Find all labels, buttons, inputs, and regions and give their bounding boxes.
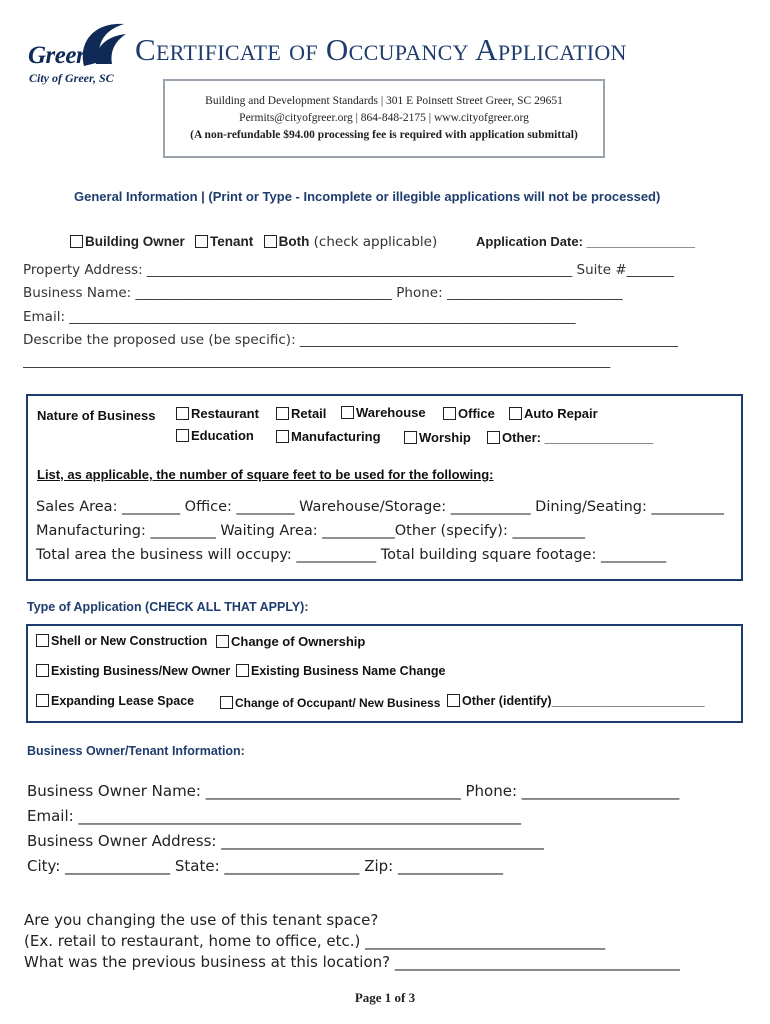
office-checkbox[interactable] <box>443 407 456 420</box>
application-date-field[interactable]: Application Date: _______________ <box>476 234 695 249</box>
contact-address: Building and Development Standards | 301 E Poinsett Street Greer, SC 29651 <box>205 95 563 107</box>
change-ownership-option: Change of Ownership <box>216 634 365 649</box>
previous-business-field[interactable]: What was the previous business at this location? ______________________________________ <box>24 953 680 971</box>
retail-checkbox[interactable] <box>276 407 289 420</box>
change-use-example-field[interactable]: (Ex. retail to restaurant, home to office, etc.) ________________________________ <box>24 932 606 950</box>
owner-info-heading: Business Owner/Tenant Information: <box>27 744 245 758</box>
business-name-field[interactable]: Business Name: ______________________________________ Phone: __________________________ <box>23 285 623 301</box>
sqft-line-3-field[interactable]: Total area the business will occupy: ___________ Total building square footage: _________ <box>36 547 667 563</box>
existing-new-owner-checkbox[interactable] <box>36 664 49 677</box>
both-checkbox[interactable] <box>264 235 277 248</box>
city-state-zip-field[interactable]: City: ______________ State: __________________ Zip: ______________ <box>27 857 503 875</box>
other-option: Other: _______________ <box>487 430 653 445</box>
contact-email-phone: Permits@cityofgreer.org | 864-848-2175 | www.cityofgreer.org <box>239 112 529 124</box>
tenant-label: Tenant <box>210 234 254 249</box>
other-identify-option: Other (identify)______________________ <box>447 694 705 708</box>
both-label: Both <box>278 234 310 249</box>
auto-repair-checkbox[interactable] <box>509 407 522 420</box>
existing-name-change-option: Existing Business Name Change <box>236 664 446 678</box>
sqft-heading: List, as applicable, the number of square feet to be used for the following: <box>37 467 494 482</box>
warehouse-option: Warehouse <box>341 405 426 420</box>
proposed-use-field[interactable]: Describe the proposed use (be specific): ________________________________________________________ <box>23 332 678 348</box>
change-use-question: Are you changing the use of this tenant space? <box>24 911 379 929</box>
page-number: Page 1 of 3 <box>354 990 416 1005</box>
fee-notice: (A non-refundable $94.00 processing fee is required with application submittal) <box>190 129 578 141</box>
owner-name-phone-field[interactable]: Business Owner Name: __________________________________ Phone: _____________________ <box>27 782 680 800</box>
manufacturing-option: Manufacturing <box>276 429 381 444</box>
type-of-application-heading: Type of Application (CHECK ALL THAT APPLY): <box>27 600 309 614</box>
warehouse-checkbox[interactable] <box>341 406 354 419</box>
sqft-line-1-field[interactable]: Sales Area: ________ Office: ________ Warehouse/Storage: ___________ Dining/Seating: __________ <box>36 499 724 515</box>
logo-subtitle: City of Greer, SC <box>29 71 114 85</box>
page-title: Certificate of Occupancy Application <box>135 32 627 67</box>
email-field[interactable]: Email: ___________________________________________________________________________ <box>23 309 576 325</box>
expanding-option: Expanding Lease Space <box>36 694 194 708</box>
applicant-type-row <box>70 234 437 250</box>
property-address-field[interactable]: Property Address: _______________________________________________________________ Suite #_______ <box>23 262 674 278</box>
restaurant-option: Restaurant <box>176 406 259 421</box>
existing-new-owner-option: Existing Business/New Owner <box>36 664 230 678</box>
contact-info-box <box>163 79 605 158</box>
worship-option: Worship <box>404 430 471 445</box>
education-option: Education <box>176 428 254 443</box>
retail-option: Retail <box>276 406 326 421</box>
shell-checkbox[interactable] <box>36 634 49 647</box>
other-identify-checkbox[interactable] <box>447 694 460 707</box>
logo-wordmark: Greer <box>28 42 86 69</box>
building-owner-checkbox[interactable] <box>70 235 83 248</box>
auto-repair-option: Auto Repair <box>509 406 598 421</box>
sqft-line-2-field[interactable]: Manufacturing: _________ Waiting Area: __________Other (specify): __________ <box>36 523 585 539</box>
office-option: Office <box>443 406 495 421</box>
expanding-checkbox[interactable] <box>36 694 49 707</box>
change-occupant-checkbox[interactable] <box>220 696 233 709</box>
nature-of-business-label: Nature of Business <box>37 408 156 423</box>
change-occupant-option: Change of Occupant/ New Business <box>220 696 440 710</box>
shell-option: Shell or New Construction <box>36 634 207 648</box>
education-checkbox[interactable] <box>176 429 189 442</box>
manufacturing-checkbox[interactable] <box>276 430 289 443</box>
worship-checkbox[interactable] <box>404 431 417 444</box>
change-ownership-checkbox[interactable] <box>216 635 229 648</box>
tenant-checkbox[interactable] <box>195 235 208 248</box>
owner-email-field[interactable]: Email: ___________________________________________________________ <box>27 807 521 825</box>
proposed-use-continuation-field[interactable]: _______________________________________________________________________________________ <box>23 353 611 369</box>
owner-address-field[interactable]: Business Owner Address: ___________________________________________ <box>27 832 544 850</box>
other-checkbox[interactable] <box>487 431 500 444</box>
existing-name-change-checkbox[interactable] <box>236 664 249 677</box>
check-applicable-note: (check applicable) <box>313 234 438 250</box>
general-info-heading: General Information | (Print or Type - Incomplete or illegible applications will not be processed) <box>74 189 661 204</box>
restaurant-checkbox[interactable] <box>176 407 189 420</box>
building-owner-label: Building Owner <box>85 234 185 249</box>
